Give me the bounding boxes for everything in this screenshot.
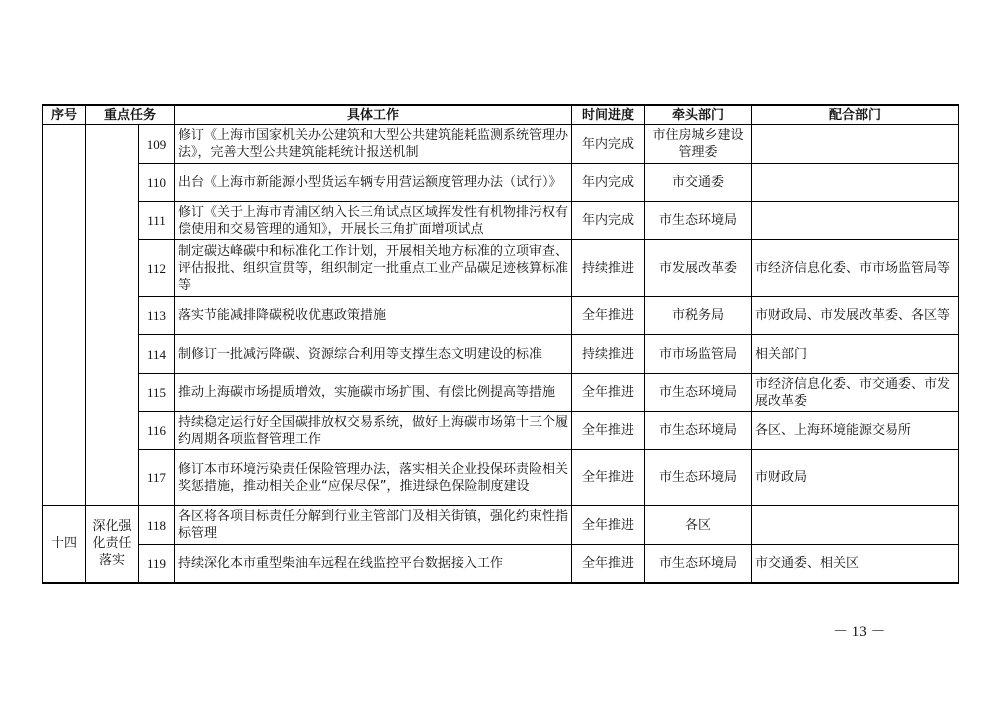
time-cell: 年内完成 xyxy=(572,164,645,202)
time-cell: 年内完成 xyxy=(572,125,645,164)
header-coop: 配合部门 xyxy=(752,105,959,125)
table-row xyxy=(43,506,959,545)
work-cell: 持续深化本市重型柴油车远程在线监控平台数据接入工作 xyxy=(175,545,572,583)
task-cell-empty xyxy=(86,125,139,506)
table-row xyxy=(43,297,959,335)
work-cell: 持续稳定运行好全国碳排放权交易系统，做好上海碳市场第十三个履约周期各项监督管理工作 xyxy=(175,412,572,450)
time-cell: 全年推进 xyxy=(572,297,645,335)
coop-cell: 市财政局 xyxy=(752,450,959,506)
lead-cell: 市生态环境局 xyxy=(645,545,752,583)
coop-cell xyxy=(752,202,959,240)
header-index: 序号 xyxy=(43,105,86,125)
time-cell: 全年推进 xyxy=(572,450,645,506)
row-number: 115 xyxy=(139,374,175,412)
lead-cell: 市市场监管局 xyxy=(645,335,752,374)
coop-cell xyxy=(752,164,959,202)
work-cell: 推动上海碳市场提质增效，实施碳市场扩围、有偿比例提高等措施 xyxy=(175,374,572,412)
row-number: 114 xyxy=(139,335,175,374)
table-row xyxy=(43,335,959,374)
header-task: 重点任务 xyxy=(86,105,175,125)
lead-cell: 市生态环境局 xyxy=(645,450,752,506)
table-row xyxy=(43,164,959,202)
lead-cell: 各区 xyxy=(645,506,752,545)
row-number: 113 xyxy=(139,297,175,335)
header-time: 时间进度 xyxy=(572,105,645,125)
group-index: 十四 xyxy=(43,506,86,583)
time-cell: 全年推进 xyxy=(572,374,645,412)
coop-cell: 市交通委、相关区 xyxy=(752,545,959,583)
lead-cell: 市住房城乡建设管理委 xyxy=(645,125,752,164)
group-task: 深化强化责任落实 xyxy=(86,506,139,583)
lead-cell: 市税务局 xyxy=(645,297,752,335)
table-row xyxy=(43,202,959,240)
lead-cell: 市发展改革委 xyxy=(645,240,752,297)
table-header-row xyxy=(43,105,959,125)
row-number: 112 xyxy=(139,240,175,297)
work-cell: 修订本市环境污染责任保险管理办法，落实相关企业投保环责险相关奖惩措施，推动相关企业“应保尽保”，推进绿色保险制度建设 xyxy=(175,450,572,506)
row-number: 111 xyxy=(139,202,175,240)
row-number: 118 xyxy=(139,506,175,545)
header-work: 具体工作 xyxy=(175,105,572,125)
table-row xyxy=(43,125,959,164)
table-row xyxy=(43,374,959,412)
work-cell: 修订《关于上海市青浦区纳入长三角试点区域挥发性有机物排污权有偿使用和交易管理的通知》，开展长三角扩面增项试点 xyxy=(175,202,572,240)
page-number: － 13 － xyxy=(833,624,886,640)
lead-cell: 市生态环境局 xyxy=(645,202,752,240)
row-number: 116 xyxy=(139,412,175,450)
time-cell: 全年推进 xyxy=(572,545,645,583)
header-lead: 牵头部门 xyxy=(645,105,752,125)
coop-cell xyxy=(752,506,959,545)
table-row xyxy=(43,450,959,506)
row-number: 110 xyxy=(139,164,175,202)
task-table xyxy=(42,104,959,584)
table-row xyxy=(43,545,959,583)
work-cell: 制定碳达峰碳中和标准化工作计划，开展相关地方标准的立项审查、评估报批、组织宣贯等，组织制定一批重点工业产品碳足迹核算标准等 xyxy=(175,240,572,297)
coop-cell: 各区、上海环境能源交易所 xyxy=(752,412,959,450)
index-cell-empty xyxy=(43,125,86,506)
table-row xyxy=(43,412,959,450)
row-number: 119 xyxy=(139,545,175,583)
time-cell: 年内完成 xyxy=(572,202,645,240)
work-cell: 各区将各项目标责任分解到行业主管部门及相关街镇，强化约束性指标管理 xyxy=(175,506,572,545)
coop-cell: 市经济信息化委、市市场监管局等 xyxy=(752,240,959,297)
coop-cell: 市财政局、市发展改革委、各区等 xyxy=(752,297,959,335)
lead-cell: 市生态环境局 xyxy=(645,412,752,450)
table-row xyxy=(43,240,959,297)
time-cell: 持续推进 xyxy=(572,240,645,297)
time-cell: 持续推进 xyxy=(572,335,645,374)
time-cell: 全年推进 xyxy=(572,506,645,545)
work-cell: 修订《上海市国家机关办公建筑和大型公共建筑能耗监测系统管理办法》，完善大型公共建筑能耗统计报送机制 xyxy=(175,125,572,164)
coop-cell: 相关部门 xyxy=(752,335,959,374)
work-cell: 出台《上海市新能源小型货运车辆专用营运额度管理办法（试行）》 xyxy=(175,164,572,202)
lead-cell: 市交通委 xyxy=(645,164,752,202)
coop-cell: 市经济信息化委、市交通委、市发展改革委 xyxy=(752,374,959,412)
work-cell: 制修订一批减污降碳、资源综合利用等支撑生态文明建设的标准 xyxy=(175,335,572,374)
row-number: 109 xyxy=(139,125,175,164)
time-cell: 全年推进 xyxy=(572,412,645,450)
coop-cell xyxy=(752,125,959,164)
work-cell: 落实节能减排降碳税收优惠政策措施 xyxy=(175,297,572,335)
lead-cell: 市生态环境局 xyxy=(645,374,752,412)
row-number: 117 xyxy=(139,450,175,506)
